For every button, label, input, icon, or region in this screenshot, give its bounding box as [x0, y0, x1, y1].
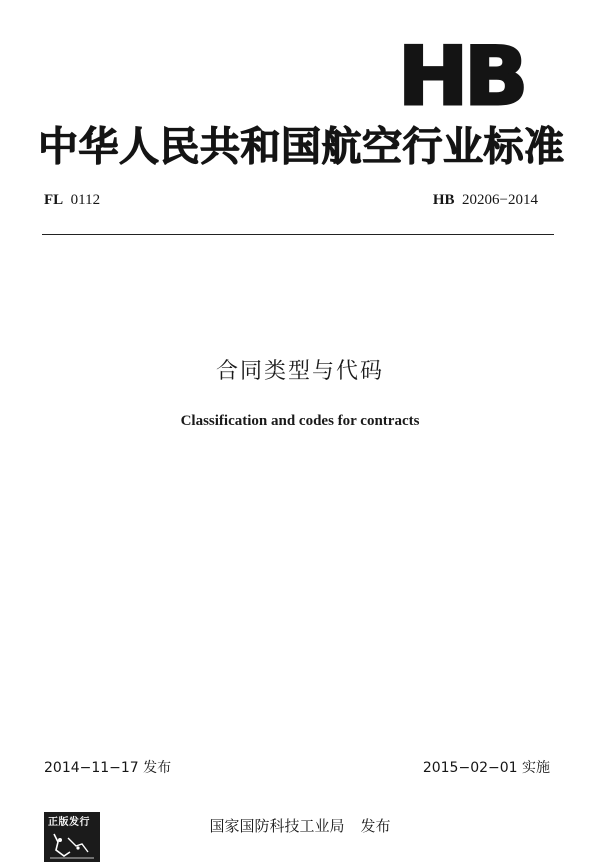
- classification-label: FL: [44, 192, 64, 208]
- implementation-date: 2015−02−01 实施: [422, 760, 550, 776]
- classification-code: [44, 190, 100, 210]
- document-title-english: Classification and codes for contracts: [180, 413, 420, 429]
- standard-label: HB: [432, 192, 455, 208]
- issue-date: 2014−11−17 发布: [44, 760, 172, 776]
- authentic-edition-stamp: [44, 812, 100, 862]
- standard-category-title: 中华人民共和国航空行业标准: [38, 124, 565, 170]
- classification-number: 0112: [70, 192, 101, 208]
- standard-number: [433, 190, 538, 210]
- publisher-name: 国家国防科技工业局: [209, 817, 345, 835]
- standard-number-value: 20206−2014: [462, 192, 538, 208]
- document-title-chinese: 合同类型与代码: [215, 359, 384, 384]
- header-divider: [42, 234, 554, 235]
- publish-label: 发布: [360, 817, 391, 835]
- hb-logo: HB: [398, 30, 524, 123]
- stamp-text: 正版发行: [48, 817, 90, 828]
